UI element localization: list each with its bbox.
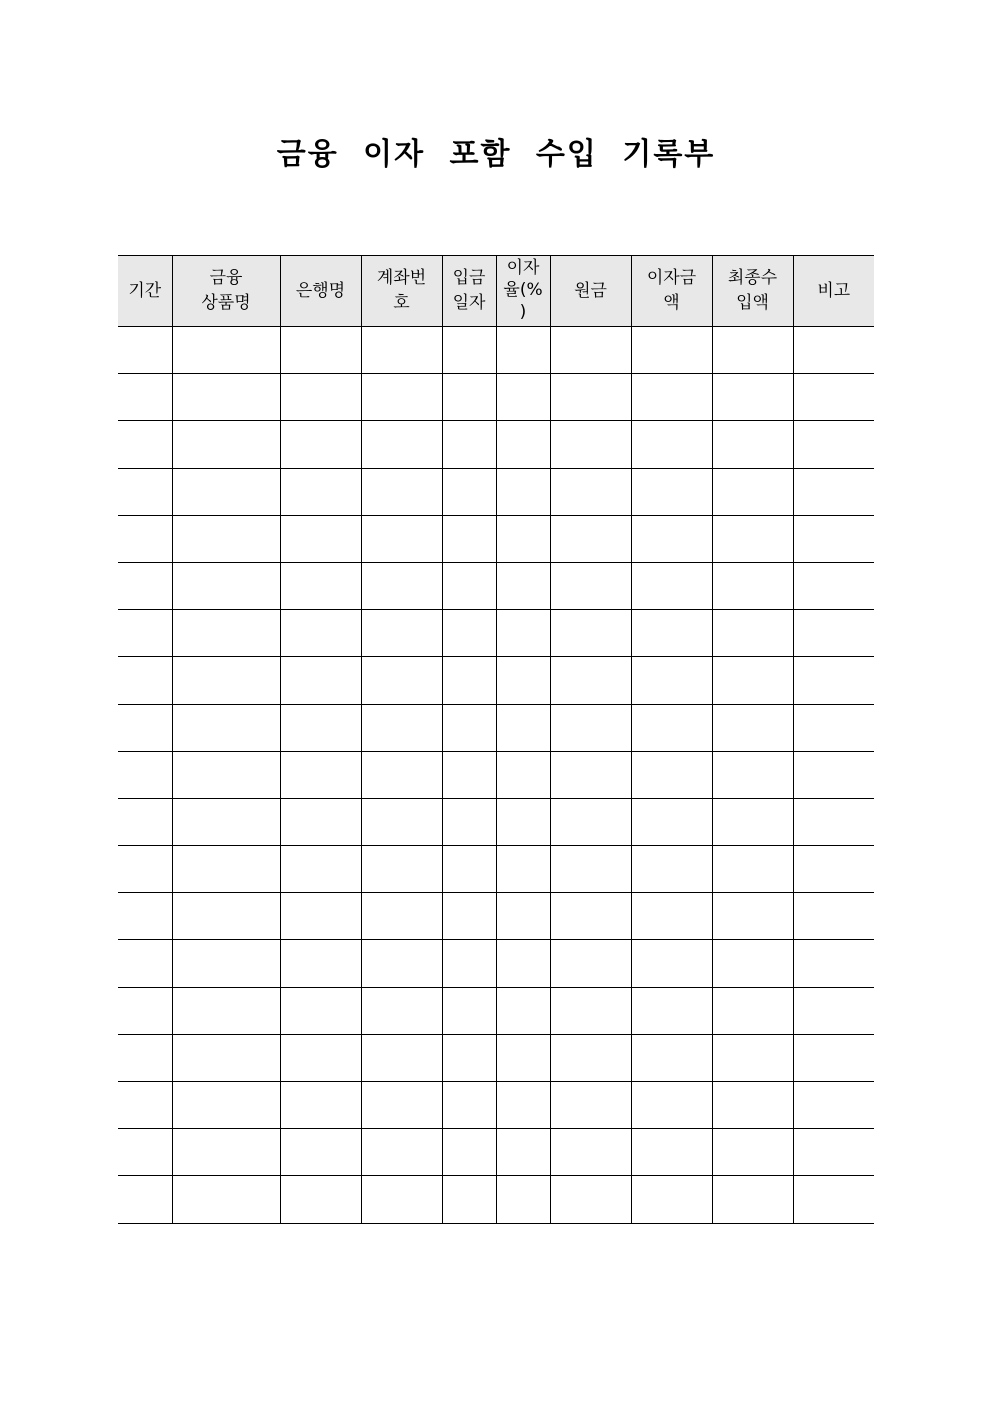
table-cell[interactable]	[793, 846, 874, 893]
table-cell[interactable]	[442, 562, 496, 609]
table-cell[interactable]	[172, 751, 280, 798]
table-row	[118, 1034, 874, 1081]
column-header-line: 이자	[506, 258, 540, 278]
table-cell[interactable]	[793, 893, 874, 940]
table-cell[interactable]	[631, 846, 712, 893]
table-cell[interactable]	[550, 562, 631, 609]
table-cell[interactable]	[172, 987, 280, 1034]
table-cell[interactable]	[712, 1129, 793, 1176]
table-cell[interactable]	[442, 1176, 496, 1223]
table-cell[interactable]	[631, 704, 712, 751]
table-cell[interactable]	[361, 562, 442, 609]
table-cell[interactable]	[280, 374, 361, 421]
table-cell[interactable]	[442, 421, 496, 468]
table-row	[118, 562, 874, 609]
table-row	[118, 374, 874, 421]
table-cell[interactable]	[361, 1129, 442, 1176]
table-cell[interactable]	[118, 515, 172, 562]
table-cell[interactable]	[793, 657, 874, 704]
table-cell[interactable]	[793, 515, 874, 562]
table-cell[interactable]	[631, 515, 712, 562]
table-cell[interactable]	[631, 1129, 712, 1176]
table-cell[interactable]	[793, 610, 874, 657]
table-cell[interactable]	[118, 940, 172, 987]
column-header-line: 이자금	[646, 268, 697, 288]
table-cell[interactable]	[793, 704, 874, 751]
table-cell[interactable]	[280, 1176, 361, 1223]
table-cell[interactable]	[442, 940, 496, 987]
table-cell[interactable]	[631, 374, 712, 421]
table-cell[interactable]	[361, 421, 442, 468]
table-cell[interactable]	[172, 468, 280, 515]
table-row	[118, 657, 874, 704]
table-cell[interactable]	[631, 327, 712, 374]
column-header-line: 계좌번	[376, 268, 427, 288]
table-row	[118, 798, 874, 845]
income-ledger-table	[118, 255, 874, 1224]
table-cell[interactable]	[793, 468, 874, 515]
table-cell[interactable]	[712, 374, 793, 421]
table-cell[interactable]	[118, 751, 172, 798]
table-cell[interactable]	[442, 374, 496, 421]
table-cell[interactable]	[172, 846, 280, 893]
table-cell[interactable]	[631, 657, 712, 704]
table-header-row	[118, 256, 874, 327]
table-cell[interactable]	[280, 893, 361, 940]
table-cell[interactable]	[118, 704, 172, 751]
column-header-line: 기간	[128, 280, 162, 301]
table-cell[interactable]	[496, 374, 550, 421]
column-header-line: 원금	[574, 280, 607, 301]
table-cell[interactable]	[361, 610, 442, 657]
table-cell[interactable]	[496, 987, 550, 1034]
table-cell[interactable]	[793, 798, 874, 845]
table-cell[interactable]	[280, 798, 361, 845]
column-header	[118, 256, 172, 327]
table-cell[interactable]	[793, 1082, 874, 1129]
table-cell[interactable]	[280, 421, 361, 468]
column-header-line: 은행명	[295, 280, 346, 301]
table-cell[interactable]	[712, 846, 793, 893]
table-cell[interactable]	[442, 327, 496, 374]
table-cell[interactable]	[712, 798, 793, 845]
table-cell[interactable]	[496, 515, 550, 562]
table-cell[interactable]	[496, 562, 550, 609]
table-cell[interactable]	[442, 704, 496, 751]
table-cell[interactable]	[118, 798, 172, 845]
table-cell[interactable]	[631, 1034, 712, 1081]
table-cell[interactable]	[631, 1176, 712, 1223]
table-cell[interactable]	[118, 657, 172, 704]
table-cell[interactable]	[280, 846, 361, 893]
table-cell[interactable]	[631, 1082, 712, 1129]
table-cell[interactable]	[712, 893, 793, 940]
column-header	[361, 256, 442, 327]
table-cell[interactable]	[496, 421, 550, 468]
table-cell[interactable]	[496, 704, 550, 751]
table-cell[interactable]	[172, 562, 280, 609]
table-cell[interactable]	[172, 1176, 280, 1223]
table-cell[interactable]	[280, 704, 361, 751]
column-header-line: 비고	[817, 280, 851, 301]
table-cell[interactable]	[712, 1082, 793, 1129]
table-body	[118, 327, 874, 1224]
table-cell[interactable]	[280, 940, 361, 987]
column-header-line: 최종수	[727, 268, 778, 288]
column-header	[793, 256, 874, 327]
table-cell[interactable]	[793, 421, 874, 468]
table-cell[interactable]	[496, 468, 550, 515]
table-cell[interactable]	[361, 798, 442, 845]
table-cell[interactable]	[442, 515, 496, 562]
table-cell[interactable]	[118, 1034, 172, 1081]
table-cell[interactable]	[712, 751, 793, 798]
table-cell[interactable]	[361, 1034, 442, 1081]
table-row	[118, 704, 874, 751]
table-cell[interactable]	[442, 1034, 496, 1081]
table-cell[interactable]	[550, 374, 631, 421]
table-cell[interactable]	[361, 893, 442, 940]
table-cell[interactable]	[118, 987, 172, 1034]
table-cell[interactable]	[712, 515, 793, 562]
column-header-line: 율(%	[503, 280, 543, 300]
table-cell[interactable]	[118, 327, 172, 374]
table-cell[interactable]	[712, 1034, 793, 1081]
table-cell[interactable]	[442, 846, 496, 893]
table-row	[118, 468, 874, 515]
table-cell[interactable]	[172, 327, 280, 374]
table-row	[118, 1176, 874, 1223]
table-cell[interactable]	[631, 468, 712, 515]
table-row	[118, 1129, 874, 1176]
table-cell[interactable]	[631, 798, 712, 845]
table-cell[interactable]	[550, 468, 631, 515]
column-header-line: 입금	[452, 268, 486, 288]
table-cell[interactable]	[631, 562, 712, 609]
table-cell[interactable]	[118, 893, 172, 940]
table-cell[interactable]	[550, 327, 631, 374]
table-cell[interactable]	[550, 610, 631, 657]
table-row	[118, 610, 874, 657]
table-cell[interactable]	[712, 704, 793, 751]
table-cell[interactable]	[280, 515, 361, 562]
table-cell[interactable]	[118, 468, 172, 515]
table-cell[interactable]	[118, 421, 172, 468]
table-cell[interactable]	[118, 374, 172, 421]
table-cell[interactable]	[550, 1176, 631, 1223]
table-cell[interactable]	[793, 987, 874, 1034]
table-cell[interactable]	[496, 610, 550, 657]
table-cell[interactable]	[361, 657, 442, 704]
column-header	[172, 256, 280, 327]
table-row	[118, 515, 874, 562]
column-header-line: 상품명	[201, 293, 251, 313]
table-cell[interactable]	[172, 940, 280, 987]
table-cell[interactable]	[496, 1129, 550, 1176]
table-cell[interactable]	[442, 893, 496, 940]
table-cell[interactable]	[118, 562, 172, 609]
table-cell[interactable]	[280, 1129, 361, 1176]
table-cell[interactable]	[712, 657, 793, 704]
table-cell[interactable]	[550, 515, 631, 562]
table-cell[interactable]	[442, 987, 496, 1034]
column-header-line: )	[519, 302, 527, 322]
table-cell[interactable]	[793, 1176, 874, 1223]
table-cell[interactable]	[496, 751, 550, 798]
table-cell[interactable]	[442, 468, 496, 515]
table-cell[interactable]	[172, 657, 280, 704]
table-cell[interactable]	[631, 940, 712, 987]
table-row	[118, 940, 874, 987]
table-cell[interactable]	[361, 327, 442, 374]
table-cell[interactable]	[361, 751, 442, 798]
table-cell[interactable]	[361, 468, 442, 515]
table-cell[interactable]	[550, 1129, 631, 1176]
table-cell[interactable]	[118, 846, 172, 893]
table-cell[interactable]	[712, 610, 793, 657]
table-cell[interactable]	[361, 1176, 442, 1223]
column-header-line: 호	[393, 293, 410, 313]
column-header-line: 액	[663, 293, 680, 313]
table-row	[118, 846, 874, 893]
table-cell[interactable]	[550, 751, 631, 798]
table-cell[interactable]	[172, 515, 280, 562]
table-cell[interactable]	[280, 657, 361, 704]
table-cell[interactable]	[280, 1034, 361, 1081]
table-cell[interactable]	[361, 846, 442, 893]
table-cell[interactable]	[280, 751, 361, 798]
table-cell[interactable]	[172, 421, 280, 468]
table-cell[interactable]	[172, 610, 280, 657]
table-cell[interactable]	[712, 562, 793, 609]
table-cell[interactable]	[712, 468, 793, 515]
table-cell[interactable]	[496, 893, 550, 940]
table-cell[interactable]	[793, 940, 874, 987]
column-header	[496, 256, 550, 327]
column-header	[550, 256, 631, 327]
table-cell[interactable]	[496, 657, 550, 704]
table-cell[interactable]	[793, 751, 874, 798]
table-cell[interactable]	[361, 374, 442, 421]
table-cell[interactable]	[280, 987, 361, 1034]
table-cell[interactable]	[361, 704, 442, 751]
table-cell[interactable]	[172, 374, 280, 421]
table-cell[interactable]	[712, 327, 793, 374]
table-cell[interactable]	[280, 327, 361, 374]
table-cell[interactable]	[442, 1082, 496, 1129]
table-cell[interactable]	[550, 704, 631, 751]
table-cell[interactable]	[172, 1034, 280, 1081]
table-cell[interactable]	[550, 1082, 631, 1129]
table-cell[interactable]	[361, 987, 442, 1034]
table-cell[interactable]	[631, 610, 712, 657]
table-cell[interactable]	[118, 1129, 172, 1176]
table-cell[interactable]	[172, 704, 280, 751]
table-cell[interactable]	[793, 1034, 874, 1081]
table-row	[118, 987, 874, 1034]
table-cell[interactable]	[280, 562, 361, 609]
column-header-line: 금융	[209, 268, 243, 288]
table-cell[interactable]	[280, 1082, 361, 1129]
table-row	[118, 1082, 874, 1129]
table-cell[interactable]	[793, 562, 874, 609]
column-header-line: 일자	[452, 293, 486, 313]
table-cell[interactable]	[550, 657, 631, 704]
table-cell[interactable]	[712, 1176, 793, 1223]
table-cell[interactable]	[631, 421, 712, 468]
table-cell[interactable]	[496, 1034, 550, 1081]
table-row	[118, 893, 874, 940]
column-header	[442, 256, 496, 327]
table-cell[interactable]	[496, 798, 550, 845]
column-header	[280, 256, 361, 327]
table-cell[interactable]	[550, 893, 631, 940]
table-cell[interactable]	[496, 1082, 550, 1129]
table-cell[interactable]	[712, 940, 793, 987]
table-cell[interactable]	[118, 610, 172, 657]
table-cell[interactable]	[550, 846, 631, 893]
table-cell[interactable]	[442, 798, 496, 845]
table-row	[118, 751, 874, 798]
table-cell[interactable]	[172, 1129, 280, 1176]
table-cell[interactable]	[361, 515, 442, 562]
table-cell[interactable]	[442, 1129, 496, 1176]
table-cell[interactable]	[793, 1129, 874, 1176]
table-cell[interactable]	[712, 987, 793, 1034]
table-cell[interactable]	[361, 940, 442, 987]
table-cell[interactable]	[442, 751, 496, 798]
table-cell[interactable]	[496, 846, 550, 893]
column-header	[631, 256, 712, 327]
table-row	[118, 327, 874, 374]
table-cell[interactable]	[442, 610, 496, 657]
table-cell[interactable]	[280, 468, 361, 515]
table-cell[interactable]	[550, 798, 631, 845]
table-cell[interactable]	[118, 1176, 172, 1223]
table-cell[interactable]	[172, 893, 280, 940]
table-cell[interactable]	[631, 893, 712, 940]
table-cell[interactable]	[172, 1082, 280, 1129]
table-cell[interactable]	[793, 327, 874, 374]
table-cell[interactable]	[496, 1176, 550, 1223]
table-cell[interactable]	[550, 1034, 631, 1081]
column-header	[712, 256, 793, 327]
table-cell[interactable]	[442, 657, 496, 704]
table-cell[interactable]	[496, 940, 550, 987]
table-cell[interactable]	[631, 987, 712, 1034]
table-cell[interactable]	[550, 940, 631, 987]
table-cell[interactable]	[712, 421, 793, 468]
table-cell[interactable]	[361, 1082, 442, 1129]
table-row	[118, 421, 874, 468]
table-cell[interactable]	[631, 751, 712, 798]
table-cell[interactable]	[172, 798, 280, 845]
table-cell[interactable]	[550, 421, 631, 468]
table-cell[interactable]	[550, 987, 631, 1034]
table-cell[interactable]	[793, 374, 874, 421]
column-header-line: 입액	[736, 293, 769, 313]
page-title: 금융 이자 포함 수입 기록부	[276, 137, 716, 172]
table-cell[interactable]	[280, 610, 361, 657]
table-cell[interactable]	[118, 1082, 172, 1129]
table-cell[interactable]	[496, 327, 550, 374]
